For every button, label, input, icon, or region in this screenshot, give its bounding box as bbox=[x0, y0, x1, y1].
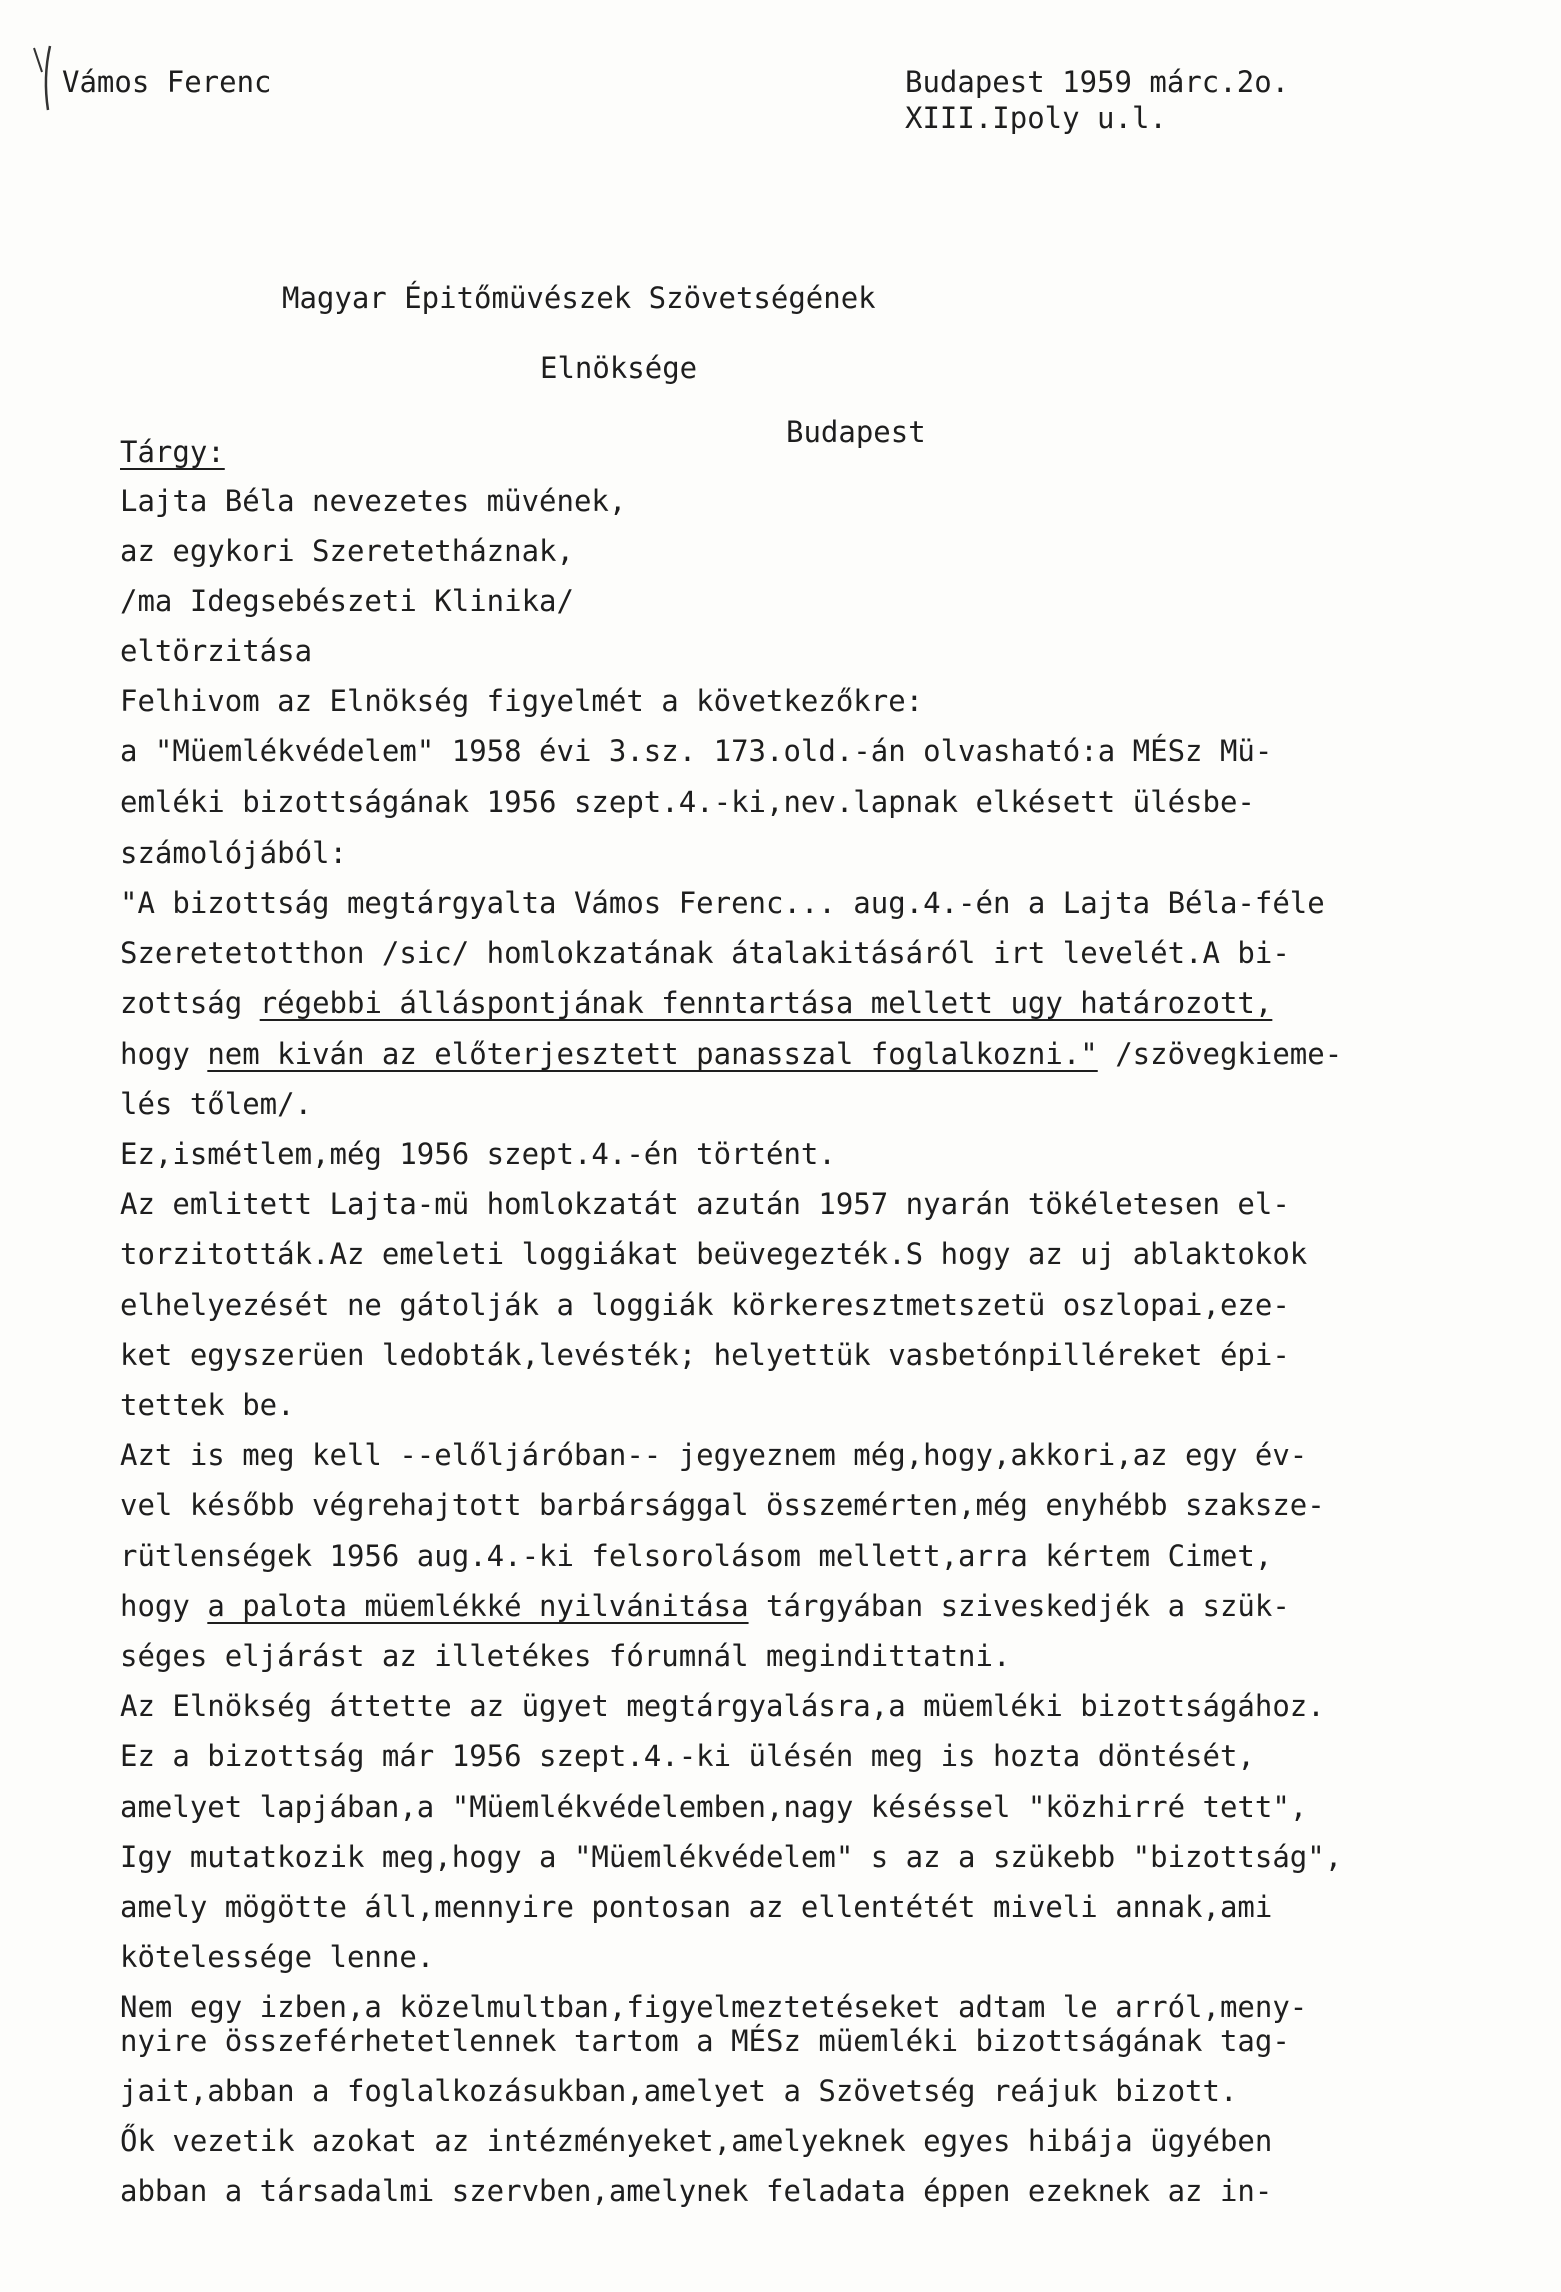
body-line: Az Elnökség áttette az ügyet megtárgyalásra,a müemléki bizottságához. bbox=[120, 1689, 1325, 1723]
body-line: vel később végrehajtott barbársággal összemérten,még enyhébb szakszе- bbox=[120, 1488, 1325, 1522]
subject-line: Lajta Béla nevezetes müvének, bbox=[120, 484, 627, 518]
sender-address: XIII.Ipoly u.l. bbox=[905, 101, 1167, 135]
sender-name: Vámos Ferenc bbox=[62, 65, 272, 99]
body-line: Ők vezetik azokat az intézményeket,amelyeknek egyes hibája ügyében bbox=[120, 2124, 1273, 2158]
recipient-board: Elnöksége bbox=[540, 351, 698, 385]
body-line: lés tőlem/. bbox=[120, 1087, 313, 1121]
subject-line: /ma Idegsebészeti Klinika/ bbox=[120, 584, 574, 618]
subject-label: Tárgy: bbox=[120, 435, 225, 469]
subject-line: az egykori Szeretetháznak, bbox=[120, 534, 574, 568]
body-line: Azt is meg kell --előljáróban-- jegyeznem még,hogy,akkori,az egy év- bbox=[120, 1438, 1308, 1472]
body-line: zottság régebbi álláspontjának fenntartása mellett ugy határozott, bbox=[120, 986, 1273, 1020]
body-line: nyire összeférhetetlennek tartom a MÉSz müemléki bizottságának tag- bbox=[120, 2024, 1290, 2058]
letter-date: Budapest 1959 márc.2o. bbox=[905, 65, 1290, 99]
body-line: torzitották.Az emeleti loggiákat beüvegezték.S hogy az uj ablaktokok bbox=[120, 1237, 1308, 1271]
body-line: Szeretetotthon /sic/ homlokzatának átalakitásáról irt levelét.A bi- bbox=[120, 936, 1290, 970]
emphasized-quote: nem kiván az előterjesztett panasszal foglalkozni." bbox=[207, 1037, 1098, 1071]
body-line: hogy nem kiván az előterjesztett panasszal foglalkozni." /szövegkieme- bbox=[120, 1037, 1343, 1071]
body-line: abban a társadalmi szervben,amelynek feladata éppen ezeknek az in- bbox=[120, 2174, 1273, 2208]
body-line: számolójából: bbox=[120, 836, 347, 870]
body-line: a "Müemlékvédelem" 1958 évi 3.sz. 173.old.-án olvasható:a MÉSz Mü- bbox=[120, 734, 1273, 768]
body-line: hogy a palota müemlékké nyilvánitása tárgyában sziveskedjék a szük- bbox=[120, 1589, 1290, 1623]
body-line: Az emlitett Lajta-mü homlokzatát azután 1957 nyarán tökéletesen el- bbox=[120, 1187, 1290, 1221]
emphasized-quote: régebbi álláspontjának fenntartása mellett ugy határozott, bbox=[259, 986, 1273, 1020]
recipient-organization: Magyar Épitőmüvészek Szövetségének bbox=[282, 281, 876, 315]
handwritten-bracket-icon bbox=[28, 44, 62, 114]
body-line: jait,abban a foglalkozásukban,amelyet a Szövetség reájuk bizott. bbox=[120, 2074, 1238, 2108]
body-line: Nem egy izben,a közelmultban,figyelmeztetéseket adtam le arról,meny- bbox=[120, 1990, 1308, 2024]
body-line: rütlenségek 1956 aug.4.-ki felsorolásom mellett,arra kértem Cimet, bbox=[120, 1539, 1273, 1573]
body-line: ket egyszerüen ledobták,levésték; helyettük vasbetónpilléreket épi- bbox=[120, 1338, 1290, 1372]
recipient-city: Budapest bbox=[786, 415, 926, 449]
body-line: amelyet lapjában,a "Müemlékvédelemben,nagy késéssel "közhirré tett", bbox=[120, 1790, 1308, 1824]
subject-line: eltörzitása bbox=[120, 634, 313, 668]
body-line: séges eljárást az illetékes fórumnál megindittatni. bbox=[120, 1639, 1011, 1673]
body-line: amely mögötte áll,mennyire pontosan az ellentétét miveli annak,ami bbox=[120, 1890, 1273, 1924]
body-line: emléki bizottságának 1956 szept.4.-ki,nev.lapnak elkésett ülésbe- bbox=[120, 785, 1255, 819]
body-line: kötelessége lenne. bbox=[120, 1940, 435, 1974]
emphasized-phrase: a palota müemlékké nyilvánitása bbox=[207, 1589, 749, 1623]
body-line: tettek be. bbox=[120, 1388, 295, 1422]
body-line: Ez a bizottság már 1956 szept.4.-ki ülésén meg is hozta döntését, bbox=[120, 1739, 1255, 1773]
body-line: Ez,ismétlem,még 1956 szept.4.-én történt. bbox=[120, 1137, 836, 1171]
body-line: "A bizottság megtárgyalta Vámos Ferenc... aug.4.-én a Lajta Béla-féle bbox=[120, 886, 1325, 920]
body-line: elhelyezését ne gátolják a loggiák körkeresztmetszetü oszlopai,eze- bbox=[120, 1288, 1290, 1322]
body-line: Felhivom az Elnökség figyelmét a következőkre: bbox=[120, 684, 924, 718]
body-line: Igy mutatkozik meg,hogy a "Müemlékvédelem" s az a szükebb "bizottság", bbox=[120, 1840, 1343, 1874]
